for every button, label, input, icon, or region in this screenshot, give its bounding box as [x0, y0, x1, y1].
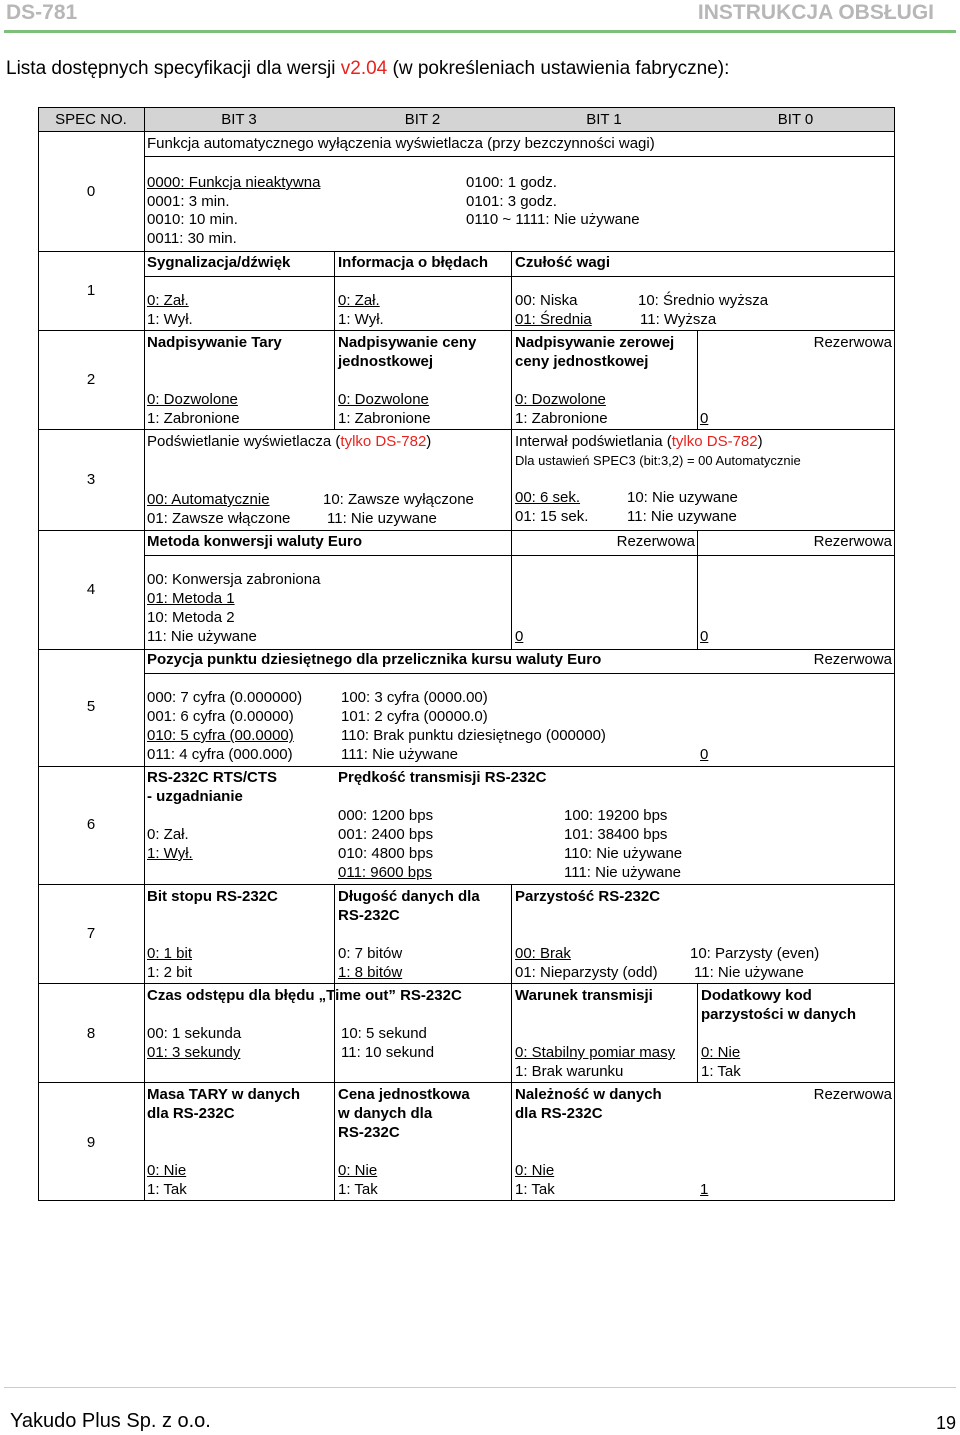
- option-value: 1: Tak: [701, 1063, 741, 1080]
- title-part: Podświetlanie wyświetlacza (: [147, 433, 341, 450]
- spec-title: [147, 432, 431, 451]
- spec-title: Warunek transmisji: [515, 987, 653, 1004]
- option-value: 0010: 10 min.: [147, 211, 238, 228]
- option-value: 110: Brak punktu dziesiętnego (000000): [341, 727, 606, 744]
- spec-title: Informacja o błędach: [338, 254, 489, 271]
- col-head-bit0: BIT 0: [777, 111, 814, 128]
- option-value: 1: Tak: [338, 1181, 378, 1198]
- option-value: 0: Nie: [147, 1162, 187, 1179]
- col-divider: [697, 330, 698, 429]
- option-value: 01: Zawsze włączone: [147, 510, 291, 527]
- col-head-bit1: BIT 1: [586, 111, 622, 128]
- col-divider: [511, 884, 512, 1200]
- option-value: 010: 5 cyfra (00.0000): [147, 727, 294, 744]
- option-value: 0000: Funkcja nieaktywna: [147, 174, 321, 191]
- option-value: 1: [700, 1181, 709, 1198]
- option-value: 11: Nie używane: [694, 964, 804, 981]
- footer-divider: [4, 1387, 956, 1388]
- manual-title: INSTRUKCJA OBSŁUGI: [697, 1, 934, 24]
- option-value: 1: Wył.: [147, 311, 193, 328]
- spec-no: 0: [86, 183, 96, 200]
- option-value: 0: Zał.: [147, 826, 189, 843]
- option-value: 0: Dozwolone: [338, 391, 429, 408]
- spec-title: Czas odstępu dla błędu „Time out” RS-232C: [147, 987, 462, 1004]
- option-value: 1: 8 bitów: [338, 964, 403, 981]
- option-value: 1: Zabronione: [515, 410, 608, 427]
- option-value: 0011: 30 min.: [147, 230, 237, 247]
- option-value: 10: Zawsze wyłączone: [323, 491, 474, 508]
- option-value: 000: 1200 bps: [338, 807, 434, 824]
- option-value: 00: 1 sekunda: [147, 1025, 242, 1042]
- option-value: 0101: 3 godz.: [466, 193, 557, 210]
- spec-no: 9: [86, 1134, 96, 1151]
- option-value: 1: Wył.: [338, 311, 384, 328]
- option-value: 1: 2 bit: [147, 964, 193, 981]
- col-divider: [697, 530, 698, 649]
- row-divider: [144, 156, 895, 157]
- col-divider: [334, 884, 335, 1200]
- option-value: 1: Tak: [515, 1181, 555, 1198]
- option-value: 011: 4 cyfra (000.000): [147, 746, 293, 763]
- option-value: 0: [515, 628, 524, 645]
- option-value: 01: Metoda 1: [147, 590, 235, 607]
- option-value: 10: 5 sekund: [341, 1025, 427, 1042]
- spec-no: 4: [86, 581, 96, 598]
- row-divider: [38, 1082, 895, 1083]
- option-value: 00: 6 sek.: [515, 489, 581, 506]
- spec-title: Nadpisywanie Tary: [147, 334, 282, 351]
- option-value: 01: 15 sek.: [515, 508, 589, 525]
- option-value: 101: 2 cyfra (00000.0): [341, 708, 488, 725]
- option-value: 111: Nie używane: [341, 746, 459, 763]
- option-value: 000: 7 cyfra (0.000000): [147, 689, 303, 706]
- option-value: 111: Nie używane: [564, 864, 682, 881]
- spec-title: Nadpisywanie ceny jednostkowej: [338, 334, 477, 370]
- footer-company: Yakudo Plus Sp. z o.o.: [10, 1410, 211, 1432]
- option-value: 01: 3 sekundy: [147, 1044, 241, 1061]
- row-divider: [144, 673, 895, 674]
- intro-before: Lista dostępnych specyfikacji dla wersji: [6, 58, 341, 79]
- spec-title: Nadpisywanie zerowej ceny jednostkowej: [515, 334, 675, 370]
- option-value: 0: 7 bitów: [338, 945, 403, 962]
- option-value: 010: 4800 bps: [338, 845, 434, 862]
- spec-no: 6: [86, 816, 96, 833]
- row-divider: [38, 330, 895, 331]
- spec-no: 3: [86, 471, 96, 488]
- option-value: 0: Dozwolone: [515, 391, 606, 408]
- option-value: 1: Wył.: [147, 845, 193, 862]
- title-part: ): [426, 433, 432, 450]
- option-value: 10: Średnio wyższa: [638, 292, 769, 309]
- option-value: 0: Zał.: [338, 292, 380, 309]
- option-value: 1: Tak: [147, 1181, 187, 1198]
- row-divider: [144, 276, 895, 277]
- spec-title: Sygnalizacja/dźwięk: [147, 254, 291, 271]
- option-value: 0: Nie: [701, 1044, 741, 1061]
- option-value: 11: Wyższa: [640, 311, 717, 328]
- spec-no: 1: [86, 282, 96, 299]
- option-value: 00: Konwersja zabroniona: [147, 571, 321, 588]
- spec-title: Długość danych dla: [338, 888, 480, 905]
- reserved-label: Rezerwowa: [813, 533, 892, 550]
- option-value: 0: [700, 628, 709, 645]
- header-bottom: [38, 131, 895, 132]
- page-header: [0, 0, 960, 30]
- border-bottom: [38, 1200, 895, 1201]
- option-value: 11: Nie uzywane: [627, 508, 737, 525]
- option-value: 0: [700, 410, 709, 427]
- option-value: 0: Dozwolone: [147, 391, 238, 408]
- option-value: 1: Zabronione: [338, 410, 431, 427]
- option-value: 0: Stabilny pomiar masy: [515, 1044, 676, 1061]
- spec-title: Masa TARY w danych: [147, 1086, 301, 1103]
- option-value: 0: [700, 746, 709, 763]
- title-part: ): [757, 433, 763, 450]
- spec-title: [515, 432, 763, 451]
- row-divider: [38, 251, 895, 252]
- spec-no: 7: [86, 925, 96, 942]
- option-value: 100: 3 cyfra (0000.00): [341, 689, 488, 706]
- option-value: 00: Automatycznie: [147, 491, 270, 508]
- option-value: 00: Brak: [515, 945, 571, 962]
- row-divider: [38, 766, 895, 767]
- spec-title: Pozycja punktu dziesiętnego dla przelicznika kursu waluty Euro: [147, 651, 602, 668]
- option-value: 0110 ~ 1111: Nie używane: [466, 211, 640, 228]
- spec-title: Dodatkowy kod: [701, 987, 812, 1004]
- model-note: tylko DS-782: [671, 433, 758, 450]
- spec-title: dla RS-232C: [147, 1105, 235, 1122]
- option-value: 11: Nie używane: [147, 628, 257, 645]
- option-value: 0: Nie: [338, 1162, 378, 1179]
- spec-no: 2: [86, 371, 96, 388]
- option-value: 10: Metoda 2: [147, 609, 235, 626]
- option-value: 1: Brak warunku: [515, 1063, 624, 1080]
- option-value: 11: 10 sekund: [341, 1044, 435, 1061]
- reserved-label: Rezerwowa: [616, 533, 695, 550]
- option-value: 0: 1 bit: [147, 945, 193, 962]
- option-value: 11: Nie uzywane: [327, 510, 437, 527]
- spec-title: w danych dla: [338, 1105, 433, 1122]
- intro-text: [6, 58, 729, 80]
- reserved-label: Rezerwowa: [813, 334, 892, 351]
- col-head-bit3: BIT 3: [221, 111, 257, 128]
- spec-title: Prędkość transmisji RS-232C: [338, 769, 547, 786]
- reserved-label: Rezerwowa: [813, 1086, 892, 1103]
- border-top: [38, 107, 895, 108]
- spec-title: RS-232C RTS/CTS: [147, 769, 278, 786]
- col-divider: [511, 530, 512, 649]
- col-divider: [334, 251, 335, 429]
- spec-title: Funkcja automatycznego wyłączenia wyświetlacza (przy bezczynności wagi): [147, 135, 655, 152]
- col-head-bit2: BIT 2: [404, 111, 441, 128]
- option-value: 011: 9600 bps: [338, 864, 432, 881]
- col-divider: [697, 983, 698, 1082]
- option-value: 01: Nieparzysty (odd): [515, 964, 658, 981]
- spec-title: Bit stopu RS-232C: [147, 888, 278, 905]
- option-value: 0001: 3 min.: [147, 193, 230, 210]
- option-value: 1: Zabronione: [147, 410, 240, 427]
- spec-title: Parzystość RS-232C: [515, 888, 661, 905]
- row-divider: [38, 884, 895, 885]
- spec-title: Należność w danych: [515, 1086, 662, 1103]
- option-value: 001: 2400 bps: [338, 826, 434, 843]
- option-value: 00: Niska: [515, 292, 578, 309]
- reserved-label: Rezerwowa: [813, 651, 892, 668]
- model-name: DS-781: [6, 1, 78, 24]
- page-number: 19: [935, 1413, 956, 1433]
- row-divider: [144, 555, 895, 556]
- spec-title: RS-232C: [338, 1124, 400, 1141]
- option-value: 10: Nie uzywane: [627, 489, 738, 506]
- row-divider: [38, 429, 895, 430]
- spec-title: RS-232C: [338, 907, 400, 924]
- option-value: 100: 19200 bps: [564, 807, 668, 824]
- spec-title: Metoda konwersji waluty Euro: [147, 533, 363, 550]
- spec-note: Dla ustawień SPEC3 (bit:3,2) = 00 Automatycznie: [515, 453, 801, 468]
- option-value: 01: Średnia: [515, 311, 592, 328]
- option-value: 110: Nie używane: [564, 845, 683, 862]
- option-value: 001: 6 cyfra (0.00000): [147, 708, 294, 725]
- option-value: 101: 38400 bps: [564, 826, 668, 843]
- row-divider: [38, 530, 895, 531]
- option-value: 10: Parzysty (even): [690, 945, 820, 962]
- border-spec-col: [144, 107, 145, 1200]
- option-value: 0: Nie: [515, 1162, 555, 1179]
- spec-title: - uzgadnianie: [147, 788, 243, 805]
- spec-title: dla RS-232C: [515, 1105, 603, 1122]
- spec-title: Czułość wagi: [515, 254, 611, 271]
- option-value: 0100: 1 godz.: [466, 174, 557, 191]
- border-right: [894, 107, 895, 1200]
- col-head-spec: SPEC NO.: [55, 111, 127, 128]
- spec-title: parzystości w danych: [701, 1006, 857, 1023]
- spec-title: Cena jednostkowa: [338, 1086, 470, 1103]
- model-note: tylko DS-782: [340, 433, 427, 450]
- col-divider: [511, 251, 512, 530]
- option-value: 0: Zał.: [147, 292, 189, 309]
- title-part: Interwał podświetlania (: [515, 433, 672, 450]
- intro-version: v2.04: [340, 58, 388, 79]
- spec-no: 5: [86, 698, 96, 715]
- intro-after: (w pokreśleniach ustawienia fabryczne):: [387, 58, 730, 79]
- row-divider: [38, 983, 895, 984]
- header-divider: [4, 30, 956, 33]
- spec-no: 8: [86, 1025, 96, 1042]
